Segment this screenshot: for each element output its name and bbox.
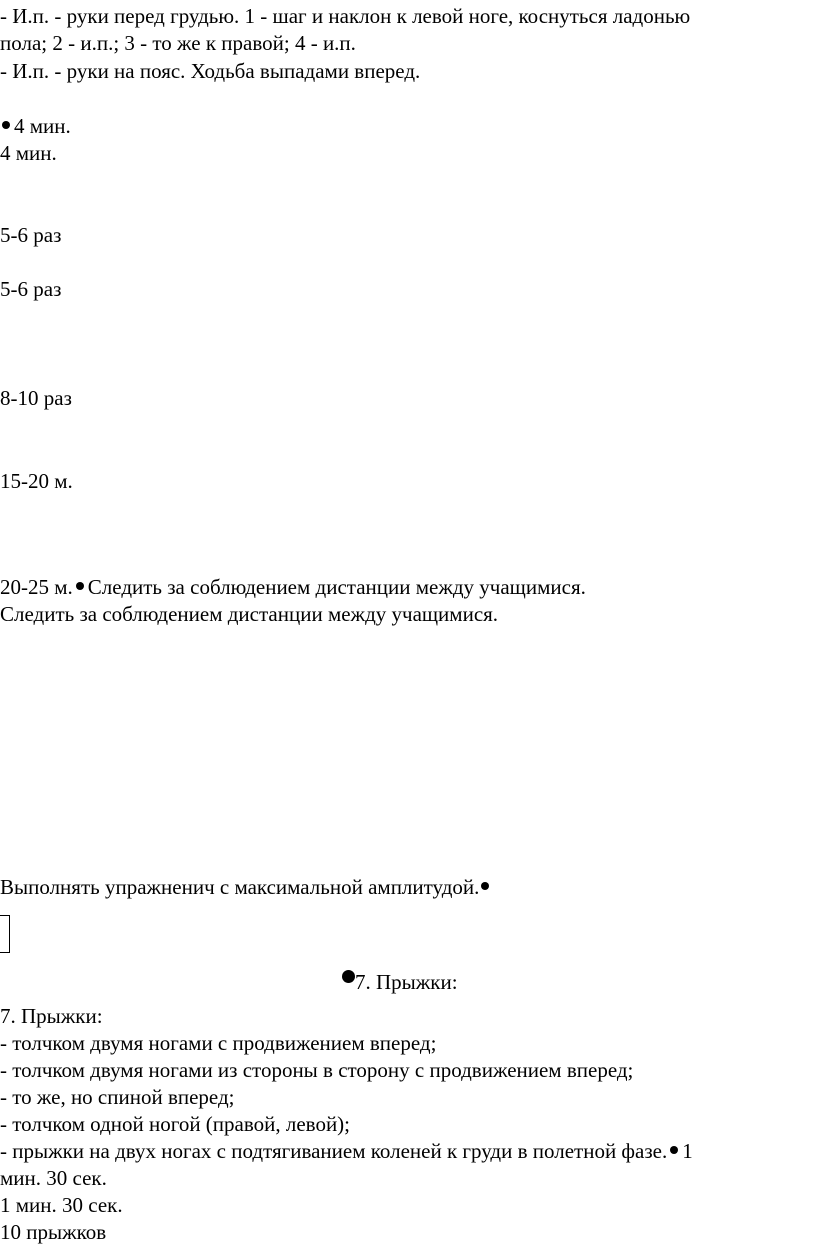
text-line: - то же, но спиной вперед; [0, 1085, 235, 1109]
text-line: 7. Прыжки: [0, 1004, 103, 1028]
text-line: 1 [682, 1139, 693, 1163]
bullet-dot-icon [481, 882, 489, 890]
bullet-line [0, 574, 586, 600]
bullet-dot-icon [76, 582, 84, 590]
text-line: - И.п. - руки на пояс. Ходьба выпадами вперед. [0, 59, 421, 83]
text-line: Следить за соблюдением дистанции между учащимися. [0, 602, 499, 626]
text-line: 5-6 раз [0, 277, 62, 301]
text-line: - толчком двумя ногами с продвижением вперед; [0, 1031, 437, 1055]
text-line: 5-6 раз [0, 223, 62, 247]
text-line: 10 прыжков [0, 1220, 107, 1244]
text-line: 1 мин. 30 сек. [0, 1193, 123, 1217]
text-line: 4 мин. [0, 141, 57, 165]
text-line: 4 мин. [14, 114, 71, 138]
image-placeholder-frame [0, 915, 10, 953]
bullet-heading [342, 969, 458, 995]
text-line: - толчком двумя ногами из стороны в сторону с продвижением вперед; [0, 1058, 634, 1082]
text-line: Выполнять упражненич с максимальной амплитудой. [0, 875, 480, 899]
text-line: мин. 30 сек. [0, 1166, 107, 1190]
bullet-line [0, 874, 493, 900]
bullet-dot-icon [342, 970, 355, 983]
text-line: 15-20 м. [0, 469, 73, 493]
text-line: Следить за соблюдением дистанции между учащимися. [87, 575, 586, 599]
bullet-line [0, 1138, 693, 1164]
section-heading: 7. Прыжки: [355, 970, 458, 994]
bullet-dot-icon [670, 1146, 678, 1154]
text-line: - И.п. - руки перед грудью. 1 - шаг и наклон к левой ноге, коснуться ладонью [0, 4, 691, 28]
text-line: - толчком одной ногой (правой, левой); [0, 1112, 351, 1136]
bullet-line [0, 113, 71, 139]
text-line: - прыжки на двух ногах с подтягиванием коленей к груди в полетной фазе. [0, 1139, 668, 1163]
text-line: 8-10 раз [0, 386, 72, 410]
text-line: пола; 2 - и.п.; 3 - то же к правой; 4 - и.п. [0, 31, 356, 55]
bullet-dot-icon [2, 121, 10, 129]
text-line: 20-25 м. [0, 575, 73, 599]
